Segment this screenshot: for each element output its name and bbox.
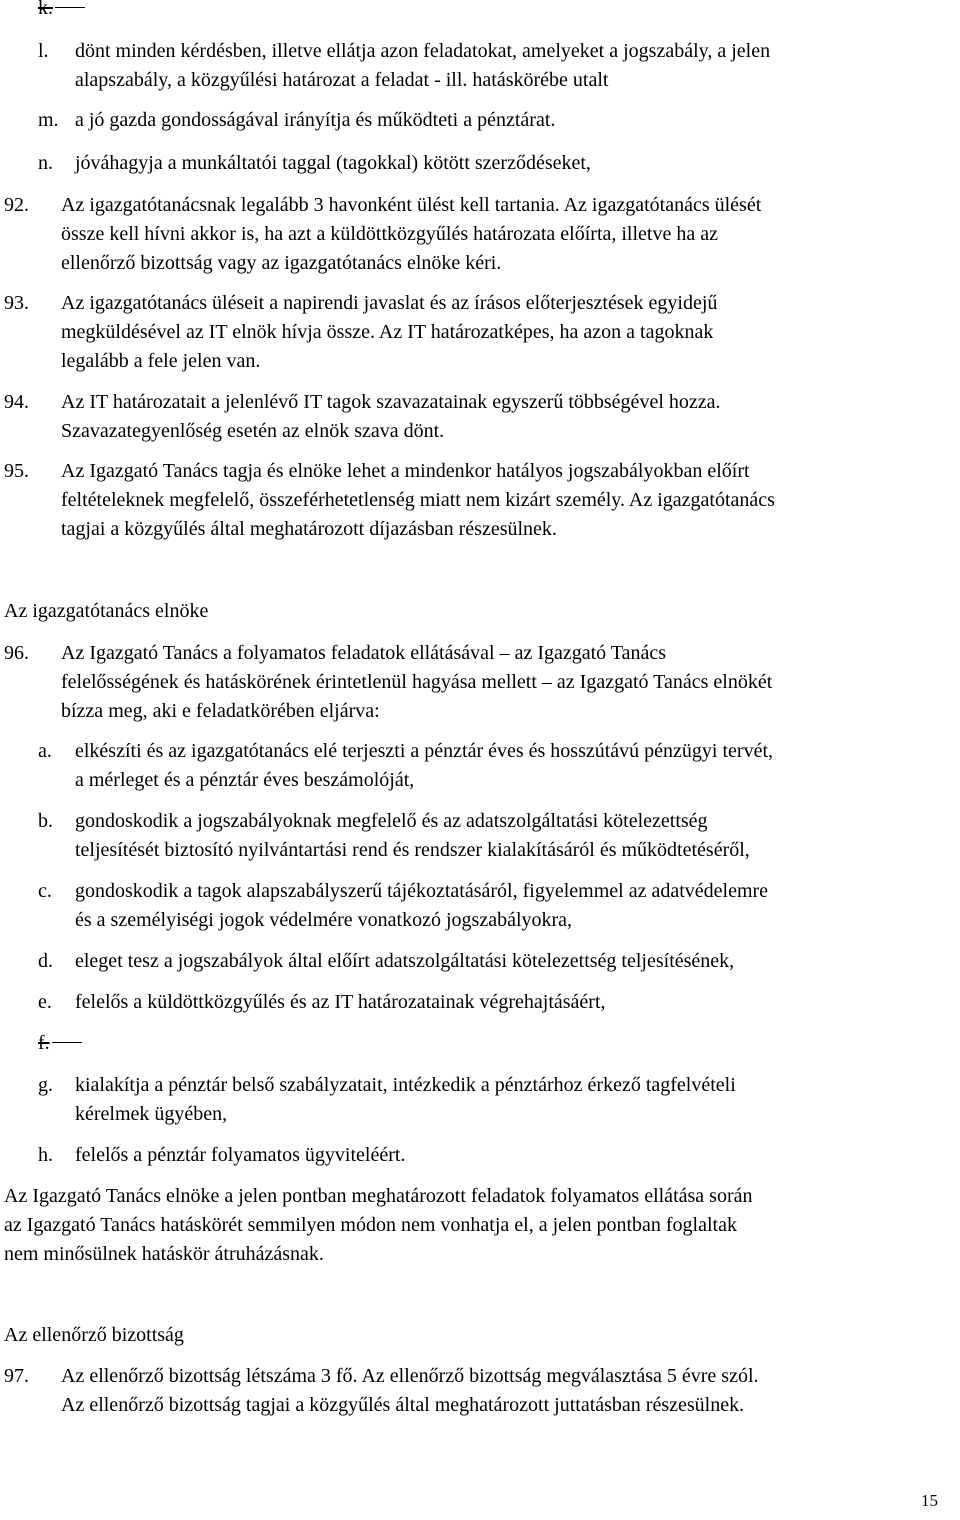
item-e-marker: e.: [38, 991, 52, 1013]
item-h-text: felelős a pénztár folyamatos ügyviteléért.: [75, 1144, 406, 1166]
paragraph-95-text: Az Igazgató Tanács tagja és elnöke lehet a mindenkor hatályos jogszabályokban előírt feltételeknek megfelelő, összeférhetetlenség miatt nem kizárt személy. Az igazgatótanács tagjai a közgyűlés által meghatározott díjazásban részesülnek.: [61, 460, 775, 540]
paragraph-96-number: 96.: [4, 642, 29, 664]
paragraph-93-text: Az igazgatótanács üléseit a napirendi javaslat és az írásos előterjesztések egyidejű megküldésével az IT elnök hívja össze. Az IT határozatképes, ha azon a tagoknak legalább a fele jelen van.: [61, 292, 718, 372]
page-number: 15: [921, 1491, 938, 1510]
item-b-text: gondoskodik a jogszabályoknak megfelelő és az adatszolgáltatási kötelezettség teljesítését biztosító nyilvántartási rend és rendszer kialakításáról és működtetéséről,: [75, 810, 750, 861]
item-g-marker: g.: [38, 1074, 53, 1096]
paragraph-94-text: Az IT határozatait a jelenlévő IT tagok szavazatainak egyszerű többségével hozza. Szavazategyenlőség esetén az elnök szava dönt.: [61, 391, 721, 442]
paragraph-94-number: 94.: [4, 391, 29, 413]
paragraph-92-number: 92.: [4, 194, 29, 216]
item-n-text: jóváhagyja a munkáltatói taggal (tagokkal) kötött szerződéseket,: [75, 152, 591, 174]
paragraph-97-text: Az ellenőrző bizottság létszáma 3 fő. Az ellenőrző bizottság megválasztása 5 évre szól. Az ellenőrző bizottság tagjai a közgyűlés által meghatározott juttatásban részesülnek.: [61, 1365, 759, 1416]
item-n-marker: n.: [38, 152, 53, 174]
item-c-text: gondoskodik a tagok alapszabályszerű tájékoztatásáról, figyelemmel az adatvédelemre és a személyiségi jogok védelmére vonatkozó jogszabályokra,: [75, 880, 769, 931]
item-f-marker: f.: [38, 1029, 82, 1058]
item-l-text: dönt minden kérdésben, illetve ellátja azon feladatokat, amelyeket a jogszabály, a jelen alapszabály, a közgyűlési határozat a feladat - ill. hatáskörébe utalt: [75, 40, 771, 91]
paragraph-93-number: 93.: [4, 292, 29, 314]
paragraph-96-text: Az Igazgató Tanács a folyamatos feladatok ellátásával – az Igazgató Tanács felelősségének és hatáskörének érintetlenül hagyása mellett – az Igazgató Tanács elnökét bízza meg, aki e feladatkörében eljárva:: [61, 642, 773, 722]
item-a-marker: a.: [38, 740, 52, 762]
item-l-marker: l.: [38, 40, 49, 62]
paragraph-95-number: 95.: [4, 460, 29, 482]
item-a-text: elkészíti és az igazgatótanács elé terjeszti a pénztár éves és hosszútávú pénzügyi tervét, a mérleget és a pénztár éves beszámolóját,: [75, 740, 774, 791]
item-k-marker: k.: [38, 0, 85, 23]
section-heading-chair: Az igazgatótanács elnöke: [4, 600, 209, 622]
item-m-marker: m.: [38, 109, 59, 131]
deleted-item-line: [52, 1042, 82, 1043]
item-d-marker: d.: [38, 950, 53, 972]
paragraph-92-text: Az igazgatótanácsnak legalább 3 havonként ülést kell tartania. Az igazgatótanács ülését össze kell hívni akkor is, ha azt a küldöttközgyűlés határozata előírta, illetve ha az ellenőrző bizottság vagy az igazgatótanács elnöke kéri.: [61, 194, 762, 274]
item-g-text: kialakítja a pénztár belső szabályzatait, intézkedik a pénztárhoz érkező tagfelvételi kérelmek ügyében,: [75, 1074, 736, 1125]
item-c-marker: c.: [38, 880, 52, 902]
section-heading-audit: Az ellenőrző bizottság: [4, 1324, 184, 1346]
item-b-marker: b.: [38, 810, 53, 832]
item-d-text: eleget tesz a jogszabályok által előírt adatszolgáltatási kötelezettség teljesítésének,: [75, 950, 735, 972]
paragraph-97-number: 97.: [4, 1365, 29, 1387]
item-e-text: felelős a küldöttközgyűlés és az IT határozatainak végrehajtásáért,: [75, 991, 606, 1013]
item-m-text: a jó gazda gondosságával irányítja és működteti a pénztárat.: [75, 109, 556, 131]
deleted-item-line: [55, 7, 85, 8]
item-h-marker: h.: [38, 1144, 53, 1166]
chair-closing-paragraph: Az Igazgató Tanács elnöke a jelen pontban meghatározott feladatok folyamatos ellátása során az Igazgató Tanács hatáskörét semmilyen módon nem vonhatja el, a jelen pontban foglaltak nem minősülnek hatáskör átruházásnak.: [4, 1185, 753, 1265]
